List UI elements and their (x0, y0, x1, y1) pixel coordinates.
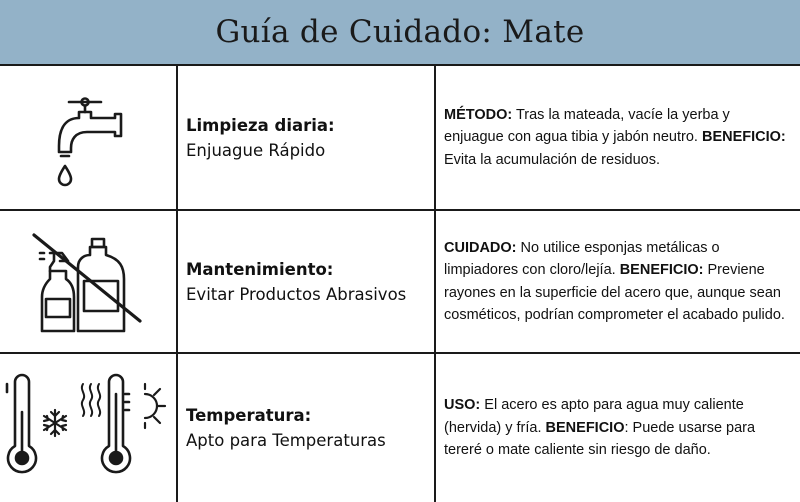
row-subtitle: Evitar Productos Abrasivos (186, 284, 407, 304)
no-cleaning-products-icon (28, 227, 148, 337)
description-text: Tras la mateada, vacíe la yerba y enjuague con agua tibia y jabón neutro. (444, 106, 730, 146)
row-title: Mantenimiento: (186, 259, 334, 279)
row-title: Limpieza diaria: (186, 115, 335, 135)
description-text: El acero es apto para agua muy caliente (hervida) y fría. (444, 397, 744, 436)
sun-icon (145, 384, 165, 428)
row-description (444, 237, 790, 327)
description-text: Evita la acumulación de residuos. (444, 151, 661, 168)
title-cell (176, 66, 434, 209)
row-description (444, 394, 790, 462)
faucet-icon (43, 88, 133, 188)
description-label: BENEFICIO: (701, 129, 786, 146)
description-label: BENEFICIO (545, 419, 625, 436)
description-label: CUIDADO: (444, 239, 517, 256)
header-bar (0, 0, 800, 64)
description-text: : Puede usarse para tereré o mate caliente sin riesgo de daño. (444, 419, 756, 459)
description-cell (434, 66, 800, 209)
description-label: MÉTODO: (444, 106, 513, 123)
table-row (0, 211, 800, 354)
title-cell (176, 354, 434, 502)
description-text: Previene rayones en la superficie del acero que, aunque sean cosméticos, podrían comprometer el acabado pulido. (444, 262, 785, 323)
icon-cell (0, 211, 176, 352)
description-cell (434, 211, 800, 352)
description-label: USO: (444, 397, 481, 414)
row-description (444, 104, 790, 172)
table-row (0, 354, 800, 502)
description-label: BENEFICIO: (619, 262, 704, 278)
care-table (0, 64, 800, 500)
description-cell (434, 354, 800, 502)
icon-cell (0, 66, 176, 209)
row-subtitle: Apto para Temperaturas (186, 431, 386, 450)
snowflake-icon (44, 410, 66, 436)
icon-cell (0, 354, 176, 502)
description-text: No utilice esponjas metálicas o limpiadores con cloro/lejía. (444, 239, 720, 278)
table-row (0, 66, 800, 211)
page-title: Guía de Cuidado: Mate (215, 14, 585, 50)
thermometers-hot-cold-icon (3, 372, 173, 484)
title-cell (176, 211, 434, 352)
row-title: Temperatura: (186, 406, 312, 425)
row-subtitle: Enjuague Rápido (186, 140, 326, 160)
heat-waves-icon (82, 384, 100, 416)
